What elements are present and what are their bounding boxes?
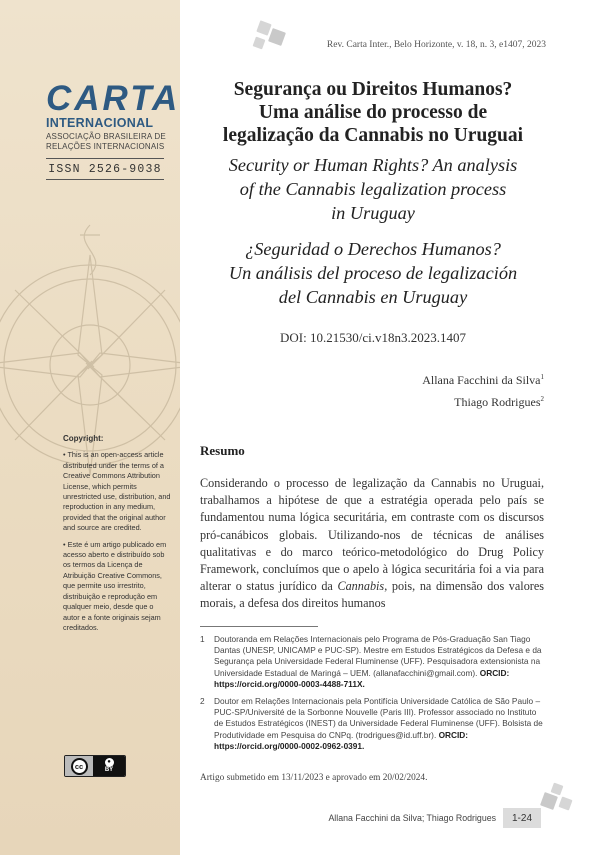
- decorative-squares-bottom: [540, 784, 580, 814]
- cc-icon: cc: [71, 758, 88, 775]
- title-en-line-3: in Uruguay: [331, 203, 415, 223]
- title-pt-line-1: Segurança ou Direitos Humanos?: [233, 79, 513, 100]
- footnote-2-number: 2: [200, 696, 205, 707]
- page-number: 1-24: [503, 808, 541, 828]
- author-list: [350, 368, 544, 412]
- footnote-1-number: 1: [200, 634, 205, 644]
- title-portuguese: [196, 78, 550, 147]
- footnote-1-orcid-link[interactable]: ORCID: https://orcid.org/0000-0003-4488-711X.: [214, 667, 510, 689]
- abstract-heading: Resumo: [200, 443, 245, 458]
- author-1: [350, 368, 544, 390]
- doi-link[interactable]: DOI: 10.21530/ci.v18n3.2023.1407: [280, 330, 466, 345]
- title-pt-line-2: Uma análise do processo de: [258, 102, 488, 123]
- cc-by-license-badge[interactable]: [64, 755, 126, 777]
- decorative-squares-top: [252, 20, 292, 52]
- author-1-footnote-ref[interactable]: 1: [540, 373, 544, 381]
- footnote-1-text: Doutoranda em Relações Internacionais pelo Programa de Pós-Graduação San Tiago Dantas (UNESP, UNICAMP e PUC-SP). Mestre em Estudos Estratégicos da Defesa e da Segurança pela Universidade Federal Fluminense (UFF). Pesquisadora extensionista na Universidade Estadual de Maringá – UEM. (allanafacchini@gmail.com).: [214, 634, 542, 678]
- title-es-line-1: ¿Seguridad o Derechos Humanos?: [245, 239, 501, 259]
- issn: ISSN 2526-9038: [46, 158, 164, 180]
- by-label: BY: [104, 767, 114, 773]
- logo-carta: CARTA: [46, 79, 180, 118]
- article-titles: [196, 78, 550, 309]
- title-spanish: [196, 237, 550, 309]
- footnotes: [200, 634, 544, 758]
- author-2: [350, 390, 544, 412]
- footnote-divider: [200, 626, 318, 627]
- footnote-1: [200, 634, 544, 690]
- assoc-line-1: ASSOCIAÇÃO BRASILEIRA DE: [46, 132, 166, 141]
- author-2-name: Thiago Rodrigues: [454, 395, 541, 409]
- assoc-line-2: RELAÇÕES INTERNACIONAIS: [46, 142, 165, 151]
- footnote-2: [200, 696, 544, 752]
- copyright-notice: [63, 434, 171, 639]
- abstract-text: [200, 475, 544, 613]
- author-2-footnote-ref[interactable]: 2: [540, 395, 544, 403]
- copyright-heading: Copyright:: [63, 434, 104, 443]
- attribution-icon: ●: [105, 758, 114, 767]
- author-1-name: Allana Facchini da Silva: [422, 373, 541, 387]
- abstract-italic-term: Cannabis: [337, 579, 385, 594]
- title-en-line-2: of the Cannabis legalization process: [239, 179, 507, 199]
- title-english: [196, 153, 550, 225]
- abstract-part-2: , pois, na dimensão dos valores morais, a defesa dos direitos humanos: [200, 579, 544, 611]
- title-pt-line-3: legalização da Cannabis no Uruguai: [222, 125, 524, 146]
- footer-authors: Allana Facchini da Silva; Thiago Rodrigues: [328, 813, 496, 823]
- submission-dates: Artigo submetido em 13/11/2023 e aprovado em 20/02/2024.: [200, 773, 428, 783]
- journal-logo: [46, 79, 180, 152]
- footnote-2-orcid-link[interactable]: ORCID: https://orcid.org/0000-0002-0962-0391.: [214, 729, 469, 751]
- copyright-portuguese: • Este é um artigo publicado em acesso aberto e distribuído sob os termos da Licença de Atribuição Creative Commons, que permite uso irrestrito, distribuição e reprodução em qualquer meio, desde que o autor e a fonte originais sejam creditados.: [63, 539, 167, 632]
- copyright-english: • This is an open-access article distributed under the terms of a Creative Commons Attribution License, which permits unrestricted use, distribution, and reproduction in any medium, provided that the original author and source are credited.: [63, 450, 171, 533]
- abstract-part-1: Considerando o processo de legalização da Cannabis no Uruguai, trabalhamos a hipótese de que a estratégia operada pelo país se fundamentou numa lógica securitária, em contraste com os discursos pró-canábicos globais. Utilizando-nos de técnicas de análises qualitativas e do marco teórico-metodológico do Drug Policy Framework, concluímos que o apelo à lógica securitária foi a via para alterar o status jurídico da: [200, 476, 544, 594]
- logo-internacional: INTERNACIONAL: [46, 116, 154, 130]
- title-es-line-3: del Cannabis en Uruguay: [278, 287, 468, 307]
- journal-reference: Rev. Carta Inter., Belo Horizonte, v. 18, n. 3, e1407, 2023: [326, 40, 546, 50]
- logo-association: [46, 132, 172, 152]
- title-es-line-2: Un análisis del proceso de legalización: [228, 263, 518, 283]
- title-en-line-1: Security or Human Rights? An analysis: [228, 155, 518, 175]
- footnote-2-text: Doutor em Relações Internacionais pela Pontifícia Universidade Católica de São Paulo – PUC-SP/Université de la Sorbonne Nouvelle (Paris III). Professor associado no Instituto de Estudos Estratégicos (INEST) da Universidade Federal Fluminense (UFF). Bolsista de Produtividade em Pesquisa do CNPq. (trodrigues@id.uff.br).: [214, 696, 543, 740]
- sidebar: [0, 0, 180, 855]
